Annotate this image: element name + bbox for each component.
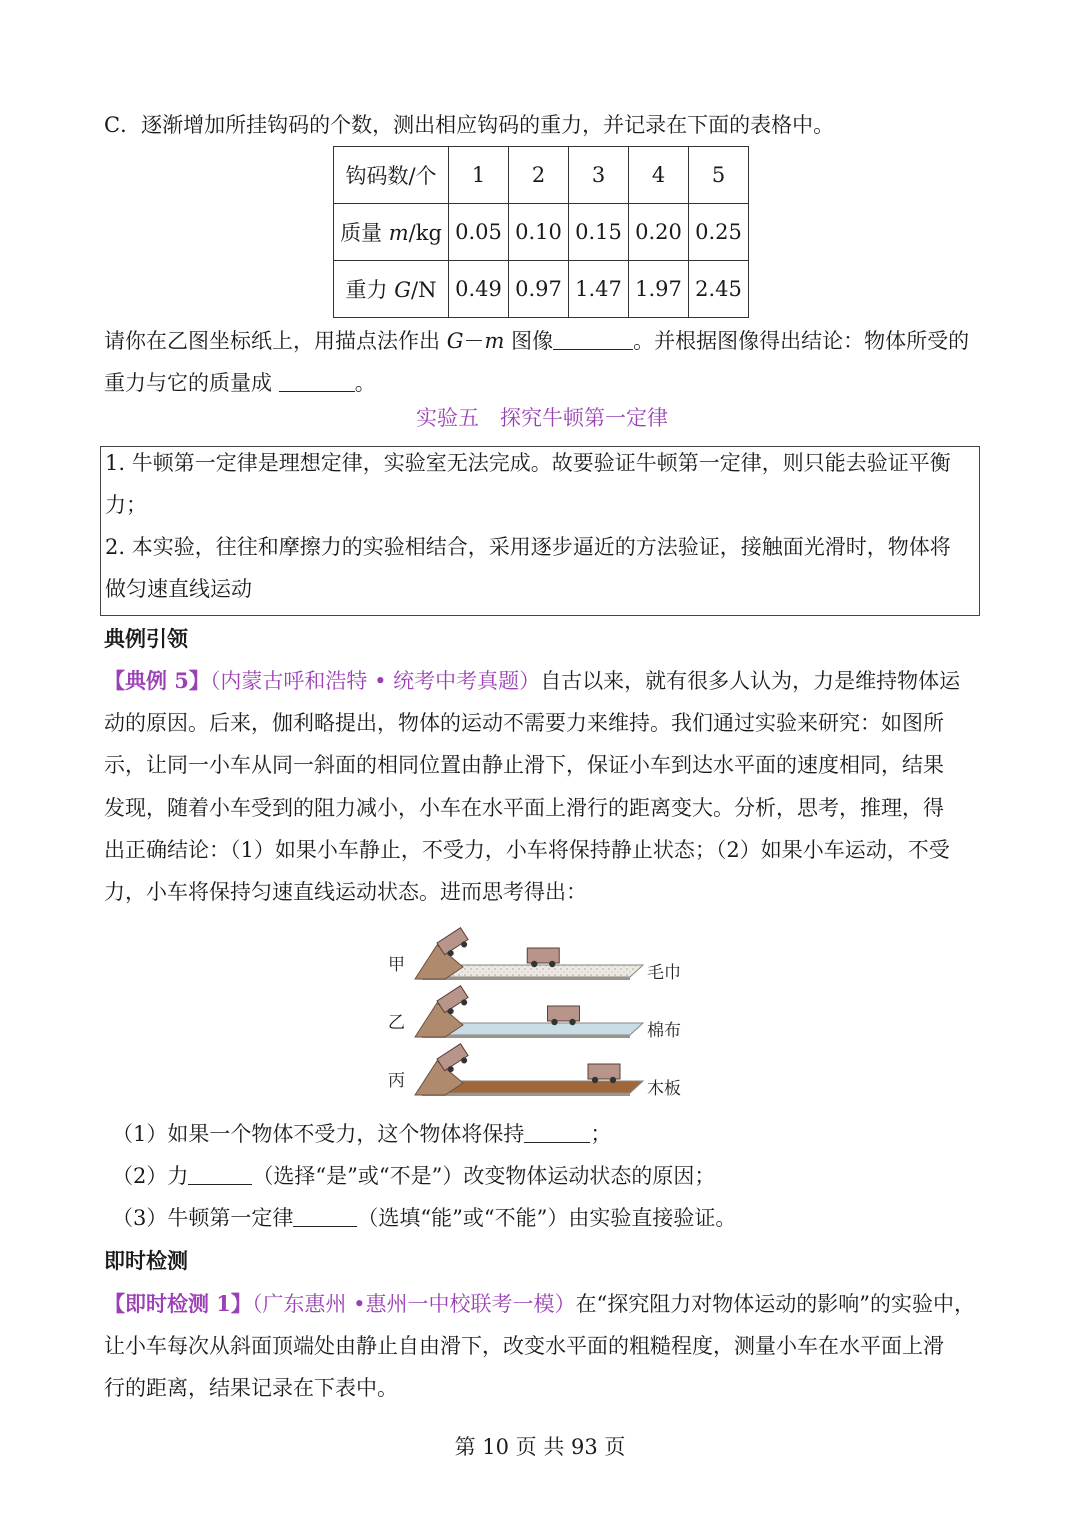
cart-body xyxy=(437,986,468,1013)
surface-label: 木板 xyxy=(647,1079,681,1099)
question-line-2: 重力与它的质量成 。 xyxy=(104,371,376,395)
intro-line: C．逐渐增加所挂钩码的个数，测出相应钩码的重力，并记录在下面的表格中。 xyxy=(104,113,835,137)
table-cell: 0.49 xyxy=(449,261,509,318)
figure-row xyxy=(388,986,681,1041)
table-cell: 2 xyxy=(509,147,569,204)
answer-blank[interactable] xyxy=(524,1120,590,1143)
table-header-cell: 质量 m/kg xyxy=(334,204,449,261)
inclined-plane-svg xyxy=(385,925,695,1100)
table-cell: 0.05 xyxy=(449,204,509,261)
question-q2: （2）力 （选择“是”或“不是”）改变物体运动状态的原因； xyxy=(112,1164,716,1188)
example-source: （内蒙古呼和浩特 • 统考中考真题） xyxy=(209,669,541,693)
answer-blank[interactable] xyxy=(188,1162,252,1185)
table-cell: 0.15 xyxy=(569,204,629,261)
table-cell: 4 xyxy=(629,147,689,204)
cart-wheel xyxy=(549,961,555,967)
cart-body xyxy=(437,1044,468,1071)
table-cell: 3 xyxy=(569,147,629,204)
table-cell: 1 xyxy=(449,147,509,204)
check-tag: 【即时检测 1】 xyxy=(104,1291,252,1316)
table-header-cell: 重力 G/N xyxy=(334,261,449,318)
summary-line: 2. 本实验，往往和摩擦力的实验相结合，采用逐步逼近的方法验证，接触面光滑时，物体将 xyxy=(105,535,951,559)
table-cell: 5 xyxy=(689,147,749,204)
figure-row xyxy=(388,928,681,983)
cart-body xyxy=(588,1064,620,1079)
summary-line: 做匀速直线运动 xyxy=(105,577,252,601)
table-cell: 1.97 xyxy=(629,261,689,318)
example-line: 出正确结论：（1）如果小车静止，不受力，小车将保持静止状态；（2）如果小车运动，不受 xyxy=(104,838,950,862)
page-total: 93 xyxy=(571,1435,598,1459)
section-title: 实验五 探究牛顿第一定律 xyxy=(416,406,668,430)
cart-wheel xyxy=(569,1019,575,1025)
figure-row-label: 乙 xyxy=(388,1013,405,1033)
example-tag: 【典例 5】 xyxy=(104,668,210,693)
answer-blank[interactable] xyxy=(293,1204,357,1227)
example-line: 力，小车将保持匀速直线运动状态。进而思考得出： xyxy=(104,880,587,904)
summary-line: 力； xyxy=(105,493,147,517)
check-heading: 即时检测 xyxy=(104,1248,188,1273)
page-footer: 第 10 页 共 93 页 xyxy=(454,1435,626,1459)
check-source: （广东惠州 •惠州一中校联考一模） xyxy=(251,1292,576,1316)
question-line-1: 请你在乙图坐标纸上，用描点法作出 G－m 图像 。并根据图像得出结论：物体所受的 xyxy=(104,329,970,353)
table-row xyxy=(334,204,749,261)
example-line: 示，让同一小车从同一斜面的相同位置由静止滑下，保证小车到达水平面的速度相同，结果 xyxy=(104,753,944,777)
summary-line: 1. 牛顿第一定律是理想定律，实验室无法完成。故要验证牛顿第一定律，则只能去验证平衡 xyxy=(105,451,951,475)
summary-box xyxy=(100,446,980,616)
example-line: 发现，随着小车受到的阻力减小，小车在水平面上滑行的距离变大。分析，思考，推理，得 xyxy=(104,796,944,820)
surface-label: 棉布 xyxy=(647,1021,681,1041)
table-row xyxy=(334,261,749,318)
table-cell: 0.25 xyxy=(689,204,749,261)
weight-mass-table xyxy=(333,146,749,318)
cart-body xyxy=(527,948,559,963)
figure-row-label: 丙 xyxy=(388,1071,405,1091)
page-number: 10 xyxy=(482,1435,509,1459)
cart-wheel xyxy=(592,1077,598,1083)
answer-blank[interactable] xyxy=(279,369,355,392)
figure-row xyxy=(388,1044,681,1099)
example-heading: 典例引领 xyxy=(104,626,188,651)
table-cell: 0.10 xyxy=(509,204,569,261)
check-line: 行的距离，结果记录在下表中。 xyxy=(104,1376,398,1400)
answer-blank[interactable] xyxy=(553,327,633,350)
table-cell: 2.45 xyxy=(689,261,749,318)
surface-edge xyxy=(422,1035,630,1038)
table-row xyxy=(334,147,749,204)
figure-row-label: 甲 xyxy=(388,955,405,975)
surface-edge xyxy=(422,1093,630,1096)
cart-wheel xyxy=(610,1077,616,1083)
check-line: 让小车每次从斜面顶端处由静止自由滑下，改变水平面的粗糙程度，测量小车在水平面上滑 xyxy=(104,1334,944,1358)
table-cell: 1.47 xyxy=(569,261,629,318)
table-header-cell: 钩码数/个 xyxy=(334,147,449,204)
surface-edge xyxy=(422,977,630,980)
table-cell: 0.20 xyxy=(629,204,689,261)
cart-body xyxy=(548,1006,580,1021)
cart-body xyxy=(437,928,468,955)
table-cell: 0.97 xyxy=(509,261,569,318)
check-line: 【即时检测 1】（广东惠州 •惠州一中校联考一模）在“探究阻力对物体运动的影响”的实验中， xyxy=(104,1291,975,1316)
inclined-plane-figure xyxy=(385,925,695,1100)
question-q3: （3）牛顿第一定律 （选填“能”或“不能”）由实验直接验证。 xyxy=(112,1206,737,1230)
cart-wheel xyxy=(551,1019,557,1025)
example-line: 动的原因。后来，伽利略提出，物体的运动不需要力来维持。我们通过实验来研究：如图所 xyxy=(104,711,944,735)
cart-wheel xyxy=(531,961,537,967)
surface-label: 毛巾 xyxy=(647,963,681,983)
example-line: 【典例 5】（内蒙古呼和浩特 • 统考中考真题）自古以来，就有很多人认为，力是维持物体运 xyxy=(104,668,961,693)
question-q1: （1）如果一个物体不受力，这个物体将保持 ； xyxy=(112,1122,612,1146)
